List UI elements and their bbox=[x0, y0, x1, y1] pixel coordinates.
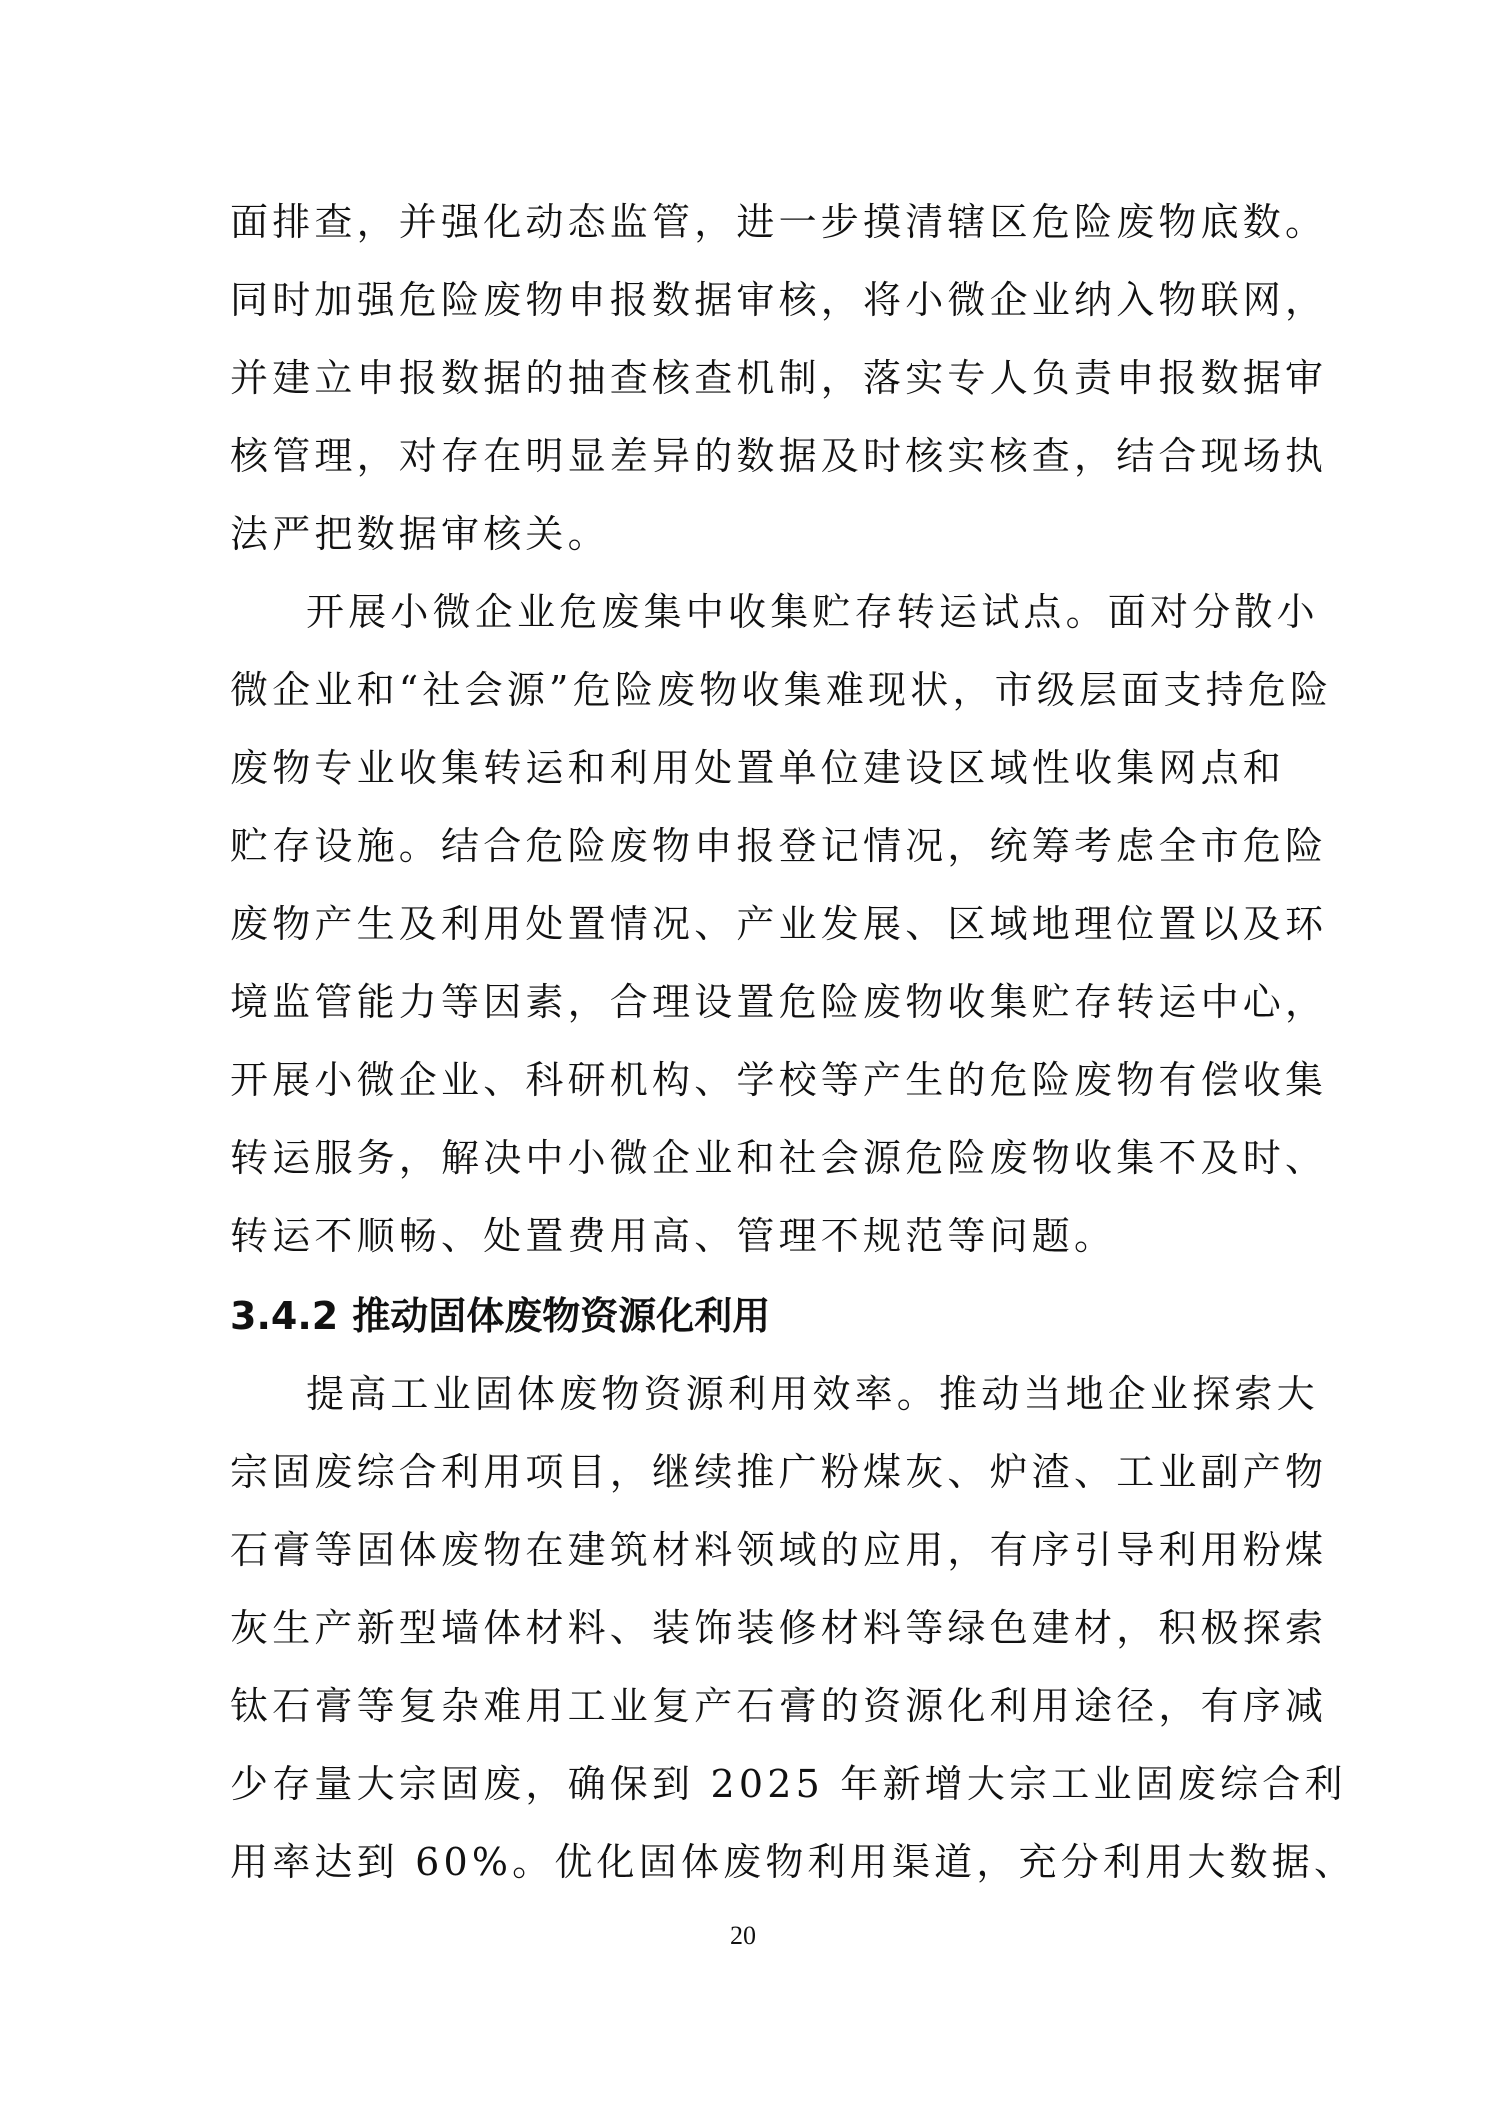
paragraph-line: 转运不顺畅、处置费用高、管理不规范等问题。 bbox=[230, 1214, 1117, 1258]
paragraph-line: 核管理，对存在明显差异的数据及时核实核查，结合现场执 bbox=[230, 434, 1328, 478]
paragraph-line: 提高工业固体废物资源利用效率。推动当地企业探索大 bbox=[306, 1372, 1319, 1416]
paragraph-line: 废物产生及利用处置情况、产业发展、区域地理位置以及环 bbox=[230, 902, 1328, 946]
paragraph-line: 宗固废综合利用项目，继续推广粉煤灰、炉渣、工业副产物 bbox=[230, 1450, 1328, 1494]
section-number: 3.4.2 bbox=[230, 1294, 339, 1338]
paragraph-line: 并建立申报数据的抽查核查机制，落实专人负责申报数据审 bbox=[230, 356, 1328, 400]
section-heading bbox=[230, 1288, 770, 1344]
paragraph-line: 境监管能力等因素，合理设置危险废物收集贮存转运中心， bbox=[230, 980, 1328, 1024]
page-number: 20 bbox=[730, 1921, 756, 1950]
paragraph-line: 用率达到 60%。优化固体废物利用渠道，充分利用大数据、 bbox=[230, 1840, 1357, 1884]
paragraph-line: 转运服务，解决中小微企业和社会源危险废物收集不及时、 bbox=[230, 1136, 1328, 1180]
paragraph-line: 开展小微企业、科研机构、学校等产生的危险废物有偿收集 bbox=[230, 1058, 1328, 1102]
paragraph-line: 石膏等固体废物在建筑材料领域的应用，有序引导利用粉煤 bbox=[230, 1528, 1328, 1572]
section-title: 推动固体废物资源化利用 bbox=[352, 1294, 771, 1338]
paragraph-line: 废物专业收集转运和利用处置单位建设区域性收集网点和 bbox=[230, 746, 1286, 790]
paragraph-line: 少存量大宗固废，确保到 2025 年新增大宗工业固废综合利 bbox=[230, 1762, 1347, 1806]
paragraph-line: 法严把数据审核关。 bbox=[230, 512, 610, 556]
paragraph-line: 微企业和“社会源”危险废物收集难现状，市级层面支持危险 bbox=[230, 668, 1333, 712]
paragraph-line: 钛石膏等复杂难用工业复产石膏的资源化利用途径，有序减 bbox=[230, 1684, 1328, 1728]
paragraph-line: 开展小微企业危废集中收集贮存转运试点。面对分散小 bbox=[306, 590, 1319, 634]
paragraph-line: 面排查，并强化动态监管，进一步摸清辖区危险废物底数。 bbox=[230, 200, 1328, 244]
paragraph-line: 灰生产新型墙体材料、装饰装修材料等绿色建材，积极探索 bbox=[230, 1606, 1328, 1650]
paragraph-line: 贮存设施。结合危险废物申报登记情况，统筹考虑全市危险 bbox=[230, 824, 1328, 868]
paragraph-line: 同时加强危险废物申报数据审核，将小微企业纳入物联网， bbox=[230, 278, 1328, 322]
